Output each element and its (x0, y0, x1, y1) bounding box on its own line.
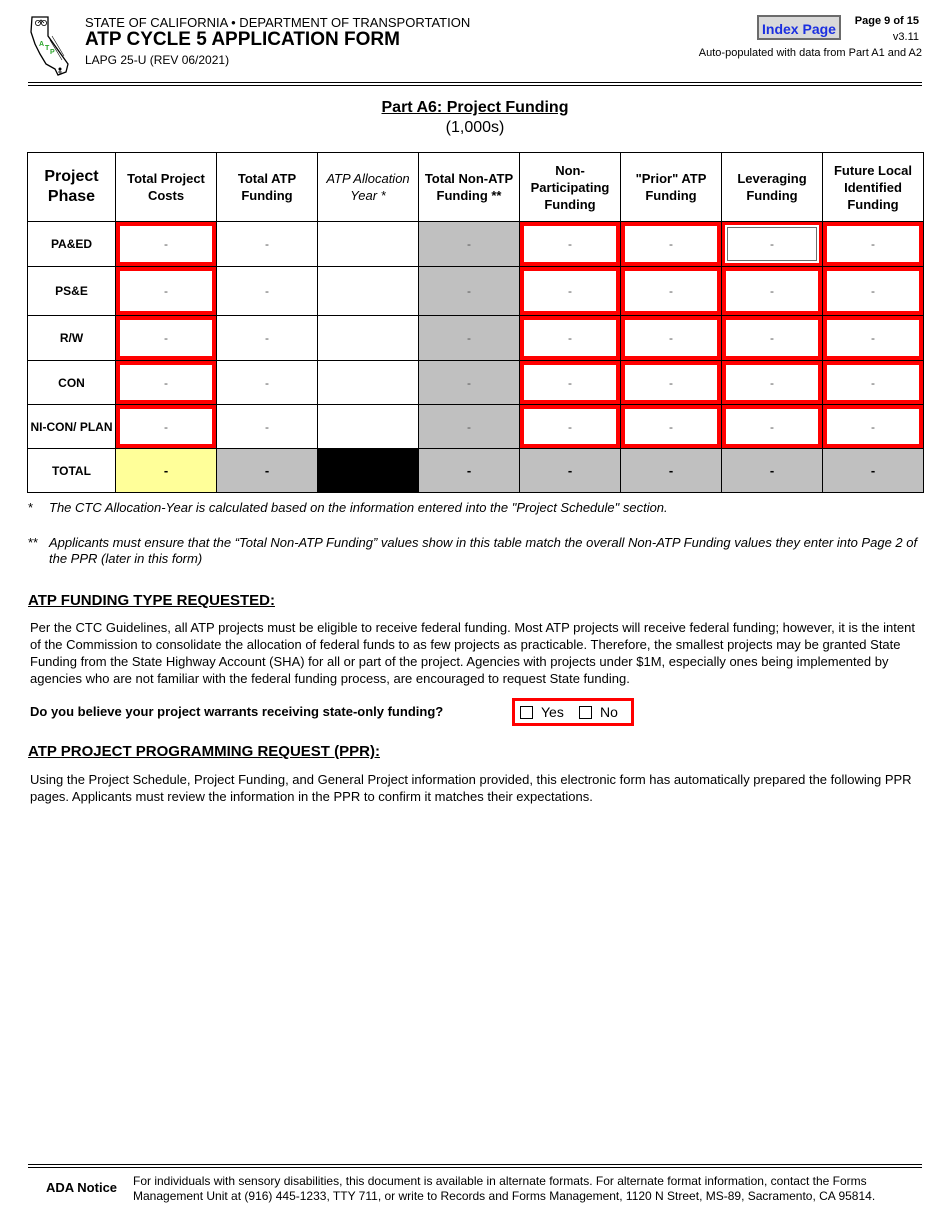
total-project-costs-field[interactable]: - (116, 405, 217, 449)
non-participating-sum: - (520, 449, 621, 493)
state-funding-question: Do you believe your project warrants receiving state-only funding? (30, 704, 444, 719)
col-header-total-project-costs: Total Project Costs (116, 153, 217, 222)
total-project-costs-field[interactable]: - (116, 267, 217, 316)
total-row (28, 449, 924, 493)
leveraging-field[interactable]: - (722, 405, 823, 449)
future-local-sum: - (823, 449, 924, 493)
col-header-total-atp-funding: Total ATP Funding (217, 153, 318, 222)
leveraging-field[interactable]: - (722, 267, 823, 316)
part-subtitle: (1,000s) (445, 119, 505, 136)
total-project-costs-field[interactable]: - (116, 361, 217, 405)
non-participating-field[interactable]: - (520, 222, 621, 267)
prior-atp-sum: - (621, 449, 722, 493)
col-header-project-phase: Project Phase (28, 153, 116, 222)
index-page-button[interactable]: Index Page (757, 15, 841, 40)
allocation-year-blank (318, 449, 419, 493)
california-atp-logo-icon (28, 14, 74, 78)
leveraging-field[interactable]: - (722, 222, 823, 267)
future-local-field[interactable]: - (823, 316, 924, 361)
state-funding-choice (512, 698, 634, 726)
total-atp-funding-value: - (217, 361, 318, 405)
total-atp-funding-value: - (217, 267, 318, 316)
svg-text:A: A (39, 41, 45, 48)
funding-type-heading: ATP FUNDING TYPE REQUESTED: (28, 592, 275, 609)
row-header-total: TOTAL (28, 449, 116, 493)
prior-atp-field[interactable]: - (621, 316, 722, 361)
footnote-text: Applicants must ensure that the “Total Non-ATP Funding” values show in this table match the overall Non-ATP Funding values they enter into Page 2 of the PPR (later in this form) (49, 535, 918, 566)
col-header-atp-allocation-year: ATP Allocation Year * (318, 153, 419, 222)
col-header-future-local-funding: Future Local Identified Funding (823, 153, 924, 222)
allocation-year-value (318, 316, 419, 361)
leveraging-sum: - (722, 449, 823, 493)
agency-name: STATE OF CALIFORNIA • DEPARTMENT OF TRANSPORTATION (85, 15, 471, 30)
funding-type-paragraph: Per the CTC Guidelines, all ATP projects must be eligible to receive federal funding. Most ATP projects will receive federal funding; however, it is the intent of the Commission to consolidate the allocation of federal funds to as few projects as practicable. Therefore, the smallest projects may be granted State Funding from the State Highway Account (SHA) for all or part of the project. Agencies with projects under $1M, especially ones being implemented by agencies who are not familiar with the federal funding process, are encouraged to request State funding. (30, 620, 915, 686)
col-header-non-participating-funding: Non-Participating Funding (520, 153, 621, 222)
future-local-field[interactable]: - (823, 267, 924, 316)
footnote-marker: * (28, 500, 34, 515)
footnote-text: The CTC Allocation-Year is calculated based on the information entered into the "Project Schedule" section. (49, 500, 668, 515)
future-local-field[interactable]: - (823, 405, 924, 449)
total-non-atp-value: - (419, 267, 520, 316)
header-divider-secondary (28, 85, 922, 86)
total-project-costs-sum: - (116, 449, 217, 493)
form-version: v3.11 (892, 31, 919, 43)
form-number: LAPG 25-U (REV 06/2021) (85, 53, 230, 67)
total-project-costs-field[interactable]: - (116, 222, 217, 267)
form-title: ATP CYCLE 5 APPLICATION FORM (85, 29, 400, 50)
allocation-year-value (318, 222, 419, 267)
table-row (28, 361, 924, 405)
prior-atp-field[interactable]: - (621, 405, 722, 449)
allocation-year-value (318, 267, 419, 316)
prior-atp-field[interactable]: - (621, 267, 722, 316)
total-non-atp-value: - (419, 316, 520, 361)
row-header-phase: R/W (28, 316, 116, 361)
col-header-prior-atp-funding: "Prior" ATP Funding (621, 153, 722, 222)
col-header-total-non-atp-funding: Total Non-ATP Funding ** (419, 153, 520, 222)
footer-divider-secondary (28, 1167, 922, 1168)
non-participating-field[interactable]: - (520, 316, 621, 361)
total-non-atp-value: - (419, 405, 520, 449)
row-header-phase: NI-CON/ PLAN (28, 405, 116, 449)
page-indicator: Page 9 of 15 (854, 15, 919, 27)
no-label: No (600, 704, 618, 720)
row-header-phase: PA&ED (28, 222, 116, 267)
ada-notice-text: For individuals with sensory disabilities, this document is available in alternate formats. For alternate format information, contact the Forms Management Unit at (916) 445-1233, TTY 711, or write to Records and Forms Management, 1120 N Street, MS-89, Sacramento, CA 95814. (133, 1174, 876, 1203)
total-atp-funding-value: - (217, 222, 318, 267)
row-header-phase: CON (28, 361, 116, 405)
project-funding-table (27, 152, 924, 493)
prior-atp-field[interactable]: - (621, 222, 722, 267)
total-non-atp-value: - (419, 222, 520, 267)
table-row (28, 405, 924, 449)
total-project-costs-field[interactable]: - (116, 316, 217, 361)
future-local-field[interactable]: - (823, 361, 924, 405)
ada-notice-label: ADA Notice (46, 1180, 118, 1195)
autopopulate-note: Auto-populated with data from Part A1 and A2 (698, 47, 922, 59)
total-non-atp-value: - (419, 361, 520, 405)
total-atp-funding-value: - (217, 405, 318, 449)
total-atp-funding-sum: - (217, 449, 318, 493)
leveraging-field[interactable]: - (722, 361, 823, 405)
ppr-paragraph: Using the Project Schedule, Project Funding, and General Project information provided, this electronic form has automatically prepared the following PPR pages. Applicants must review the information in the PPR to confirm it matches their expectations. (30, 772, 912, 804)
svg-text:P: P (50, 49, 55, 56)
table-row (28, 222, 924, 267)
future-local-field[interactable]: - (823, 222, 924, 267)
row-header-phase: PS&E (28, 267, 116, 316)
svg-text:T: T (45, 45, 50, 52)
footnote-marker: ** (28, 535, 39, 550)
non-participating-field[interactable]: - (520, 405, 621, 449)
footer-divider (28, 1164, 922, 1165)
header-divider (28, 82, 922, 83)
ppr-heading: ATP PROJECT PROGRAMMING REQUEST (PPR): (28, 743, 380, 760)
prior-atp-field[interactable]: - (621, 361, 722, 405)
total-non-atp-sum: - (419, 449, 520, 493)
part-title: Part A6: Project Funding (381, 99, 569, 116)
col-header-leveraging-funding: Leveraging Funding (722, 153, 823, 222)
no-checkbox[interactable] (579, 706, 592, 719)
table-row (28, 267, 924, 316)
allocation-year-value (318, 405, 419, 449)
yes-checkbox[interactable] (520, 706, 533, 719)
leveraging-field[interactable]: - (722, 316, 823, 361)
allocation-year-value (318, 361, 419, 405)
table-row (28, 316, 924, 361)
non-participating-field[interactable]: - (520, 361, 621, 405)
non-participating-field[interactable]: - (520, 267, 621, 316)
total-atp-funding-value: - (217, 316, 318, 361)
yes-label: Yes (541, 704, 564, 720)
